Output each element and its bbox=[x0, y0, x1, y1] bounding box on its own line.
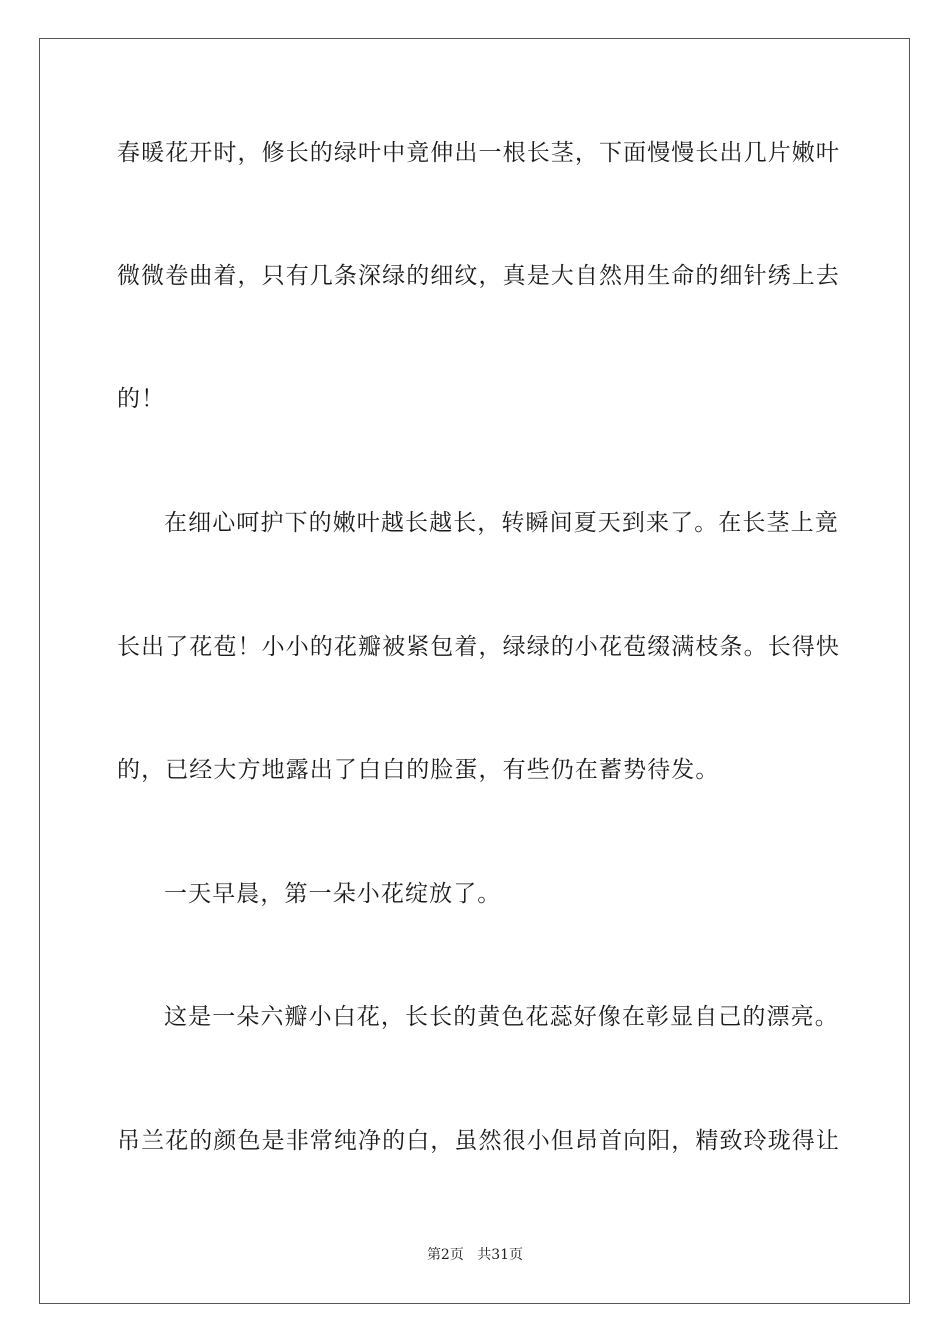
page-footer bbox=[0, 1246, 950, 1264]
text-line-2: 微微卷曲着，只有几条深绿的细纹，真是大自然用生命的细针绣上去 bbox=[117, 263, 840, 289]
page-number: 第2页 bbox=[426, 1247, 464, 1263]
text-line-5: 长出了花苞！小小的花瓣被紧包着，绿绿的小花苞缀满枝条。长得快 bbox=[117, 634, 840, 660]
text-line-3: 的！ bbox=[117, 386, 166, 412]
text-line-9: 吊兰花的颜色是非常纯净的白，虽然很小但昂首向阳，精致玲珑得让 bbox=[117, 1128, 840, 1154]
page-total: 共31页 bbox=[477, 1247, 524, 1263]
text-line-4: 在细心呵护下的嫩叶越长越长，转瞬间夏天到来了。在长茎上竟 bbox=[164, 510, 839, 536]
text-line-6: 的，已经大方地露出了白白的脸蛋，有些仍在蓄势待发。 bbox=[117, 757, 720, 783]
text-line-7: 一天早晨，第一朵小花绽放了。 bbox=[164, 881, 502, 907]
page-border bbox=[39, 38, 910, 1304]
text-line-1: 春暖花开时，修长的绿叶中竟伸出一根长茎，下面慢慢长出几片嫩叶 bbox=[117, 140, 840, 166]
text-line-8: 这是一朵六瓣小白花，长长的黄色花蕊好像在彰显自己的漂亮。 bbox=[164, 1004, 839, 1030]
